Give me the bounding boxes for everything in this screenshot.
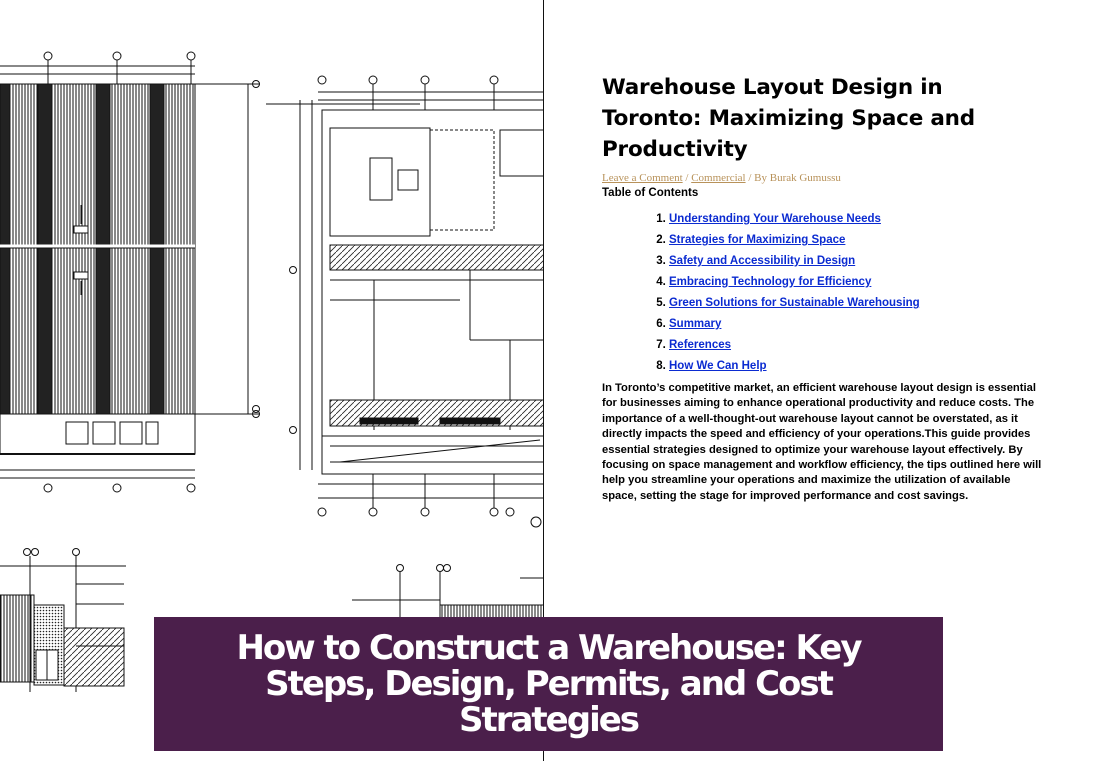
author-name: Burak Gumussu [769, 172, 841, 184]
post-meta [602, 171, 1046, 185]
toc-item [669, 356, 1046, 377]
toc-link-how-we-can-help[interactable]: How We Can Help [669, 360, 767, 372]
table-of-contents [602, 209, 1046, 377]
toc-link-understanding-needs[interactable]: Understanding Your Warehouse Needs [669, 213, 881, 225]
article [602, 72, 1046, 504]
toc-item [669, 230, 1046, 251]
title-banner [154, 617, 943, 751]
leave-comment-link[interactable]: Leave a Comment [602, 172, 683, 184]
toc-item [669, 272, 1046, 293]
toc-link-safety-accessibility[interactable]: Safety and Accessibility in Design [669, 255, 856, 267]
toc-link-technology[interactable]: Embracing Technology for Efficiency [669, 276, 872, 288]
toc-item [669, 209, 1046, 230]
toc-item [669, 251, 1046, 272]
toc-link-references[interactable]: References [669, 339, 732, 351]
toc-item [669, 314, 1046, 335]
banner-title: How to Construct a Warehouse: Key Steps, Design, Permits, and Cost Strategies [236, 628, 861, 740]
author-prefix: By [754, 172, 770, 184]
intro-paragraph: In Toronto’s competitive market, an efficient warehouse layout design is essential for businesses aiming to enhance operational productivity and reduce costs. The importance of a well-thought-out warehouse layout cannot be overstated, as it directly impacts the speed and efficiency of your operations.This guide provides essential strategies designed to optimize your warehouse layout effectively. By focusing on space management and workflow efficiency, the tips outlined here will help you streamline your operations and maximize the utilization of available space, setting the stage for improved performance and cost savings. [602, 382, 1042, 502]
toc-link-summary[interactable]: Summary [669, 318, 722, 330]
toc-link-maximizing-space[interactable]: Strategies for Maximizing Space [669, 234, 846, 246]
toc-item [669, 293, 1046, 314]
toc-item [669, 335, 1046, 356]
toc-link-green-solutions[interactable]: Green Solutions for Sustainable Warehousing [669, 297, 920, 309]
article-title: Warehouse Layout Design in Toronto: Maximizing Space and Productivity [602, 75, 975, 162]
category-link[interactable]: Commercial [691, 172, 746, 184]
meta-separator: / [745, 172, 755, 184]
toc-heading: Table of Contents [602, 187, 699, 199]
meta-separator: / [682, 172, 692, 184]
